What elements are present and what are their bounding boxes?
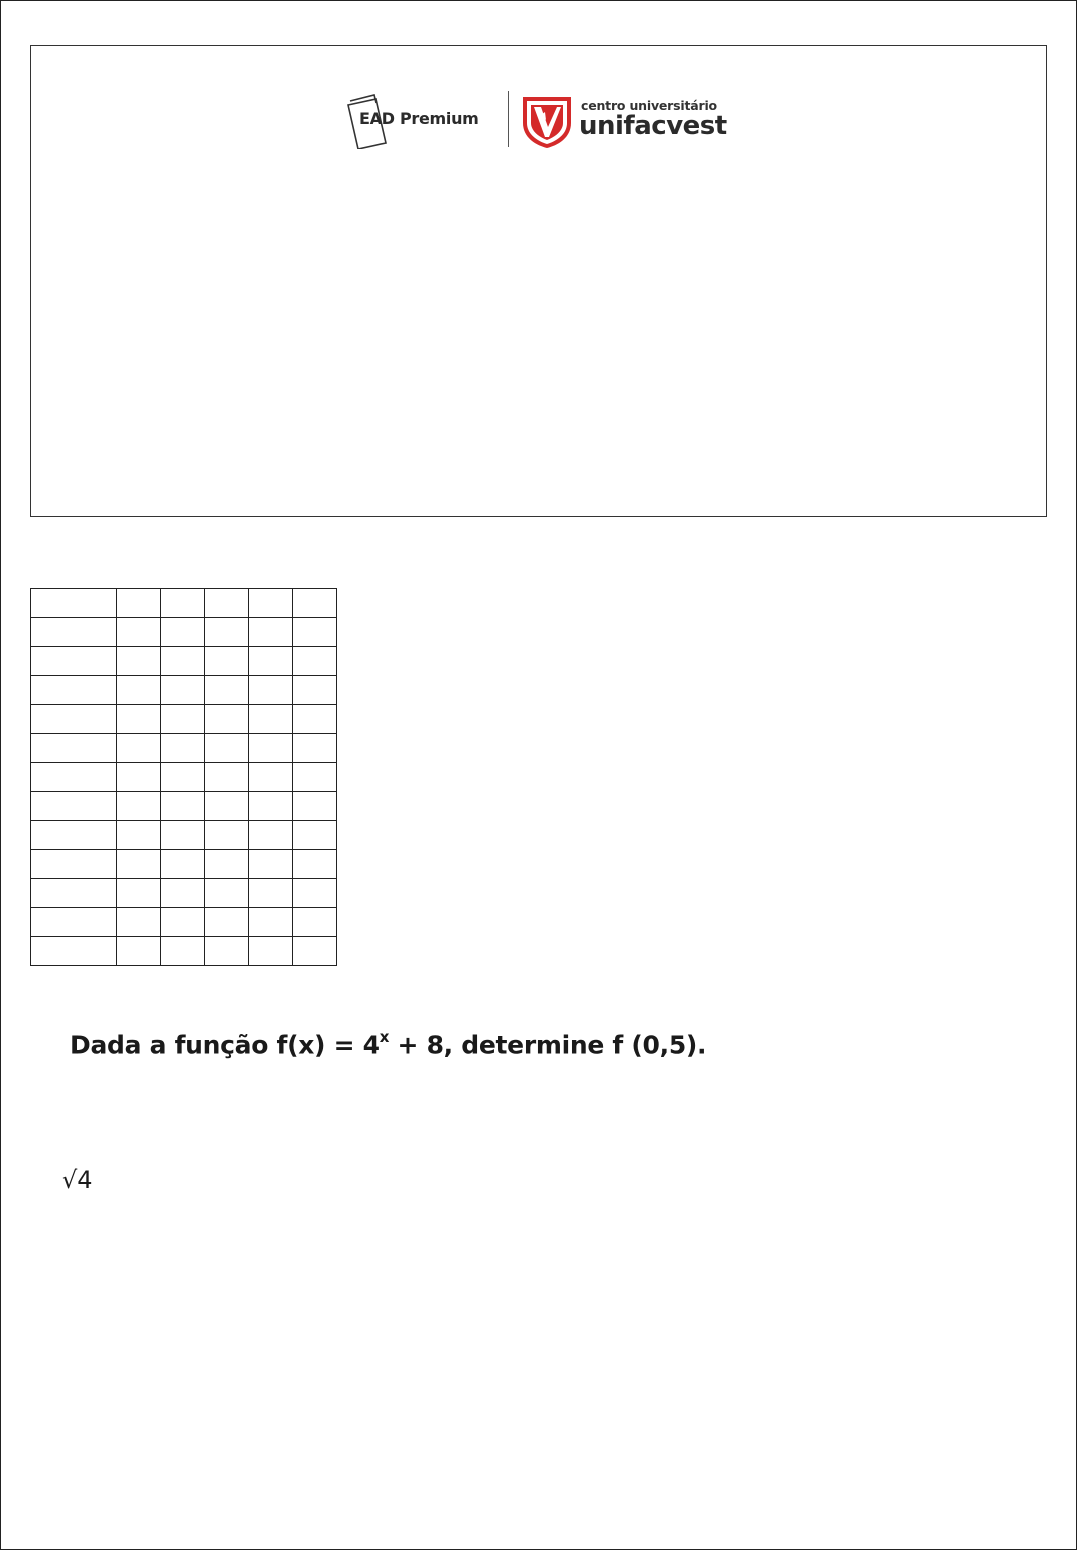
grid-cell [293, 647, 337, 676]
grid-cell [161, 821, 205, 850]
grid-row [31, 937, 337, 966]
grid-cell [117, 647, 161, 676]
grid-cell [161, 705, 205, 734]
grid-cell [31, 937, 117, 966]
question-suffix: + 8, determine f (0,5). [389, 1030, 707, 1060]
grid-cell [31, 763, 117, 792]
grid-row [31, 879, 337, 908]
grid-cell [293, 792, 337, 821]
grid-cell [117, 589, 161, 618]
grid-cell [249, 676, 293, 705]
grid-cell [117, 734, 161, 763]
grid-cell [117, 618, 161, 647]
grid-cell [161, 792, 205, 821]
grid-cell [293, 908, 337, 937]
grid-cell [117, 937, 161, 966]
grid-cell [249, 705, 293, 734]
grid-row [31, 792, 337, 821]
grid-cell [249, 792, 293, 821]
grid-cell [205, 908, 249, 937]
answer-text: √4 [62, 1166, 93, 1194]
grid-cell [249, 618, 293, 647]
grid-cell [117, 908, 161, 937]
grid-cell [249, 908, 293, 937]
university-name-text: unifacvest [579, 111, 727, 141]
grid-cell [249, 879, 293, 908]
grid-cell [161, 908, 205, 937]
grid-cell [205, 734, 249, 763]
grid-cell [117, 821, 161, 850]
grid-cell [117, 676, 161, 705]
grid-row [31, 763, 337, 792]
grid-cell [249, 821, 293, 850]
university-small-text: centro universitário [581, 98, 717, 113]
grid-cell [249, 850, 293, 879]
grid-row [31, 821, 337, 850]
grid-cell [31, 705, 117, 734]
grid-cell [161, 647, 205, 676]
grid-cell [117, 763, 161, 792]
grid-cell [205, 647, 249, 676]
grid-cell [31, 879, 117, 908]
grid-cell [205, 792, 249, 821]
grid-cell [161, 734, 205, 763]
grid-cell [31, 589, 117, 618]
logo-divider [508, 91, 509, 147]
grid-cell [205, 821, 249, 850]
grid-cell [205, 850, 249, 879]
grid-cell [205, 676, 249, 705]
grid-cell [161, 589, 205, 618]
grid-cell [161, 618, 205, 647]
blank-grid-table [30, 588, 337, 966]
grid-cell [293, 763, 337, 792]
grid-cell [117, 850, 161, 879]
grid-cell [161, 879, 205, 908]
grid-cell [161, 850, 205, 879]
grid-cell [117, 705, 161, 734]
grid-cell [249, 937, 293, 966]
grid-row [31, 647, 337, 676]
grid-cell [249, 763, 293, 792]
grid-cell [117, 792, 161, 821]
grid-cell [293, 850, 337, 879]
grid-cell [31, 821, 117, 850]
grid-cell [31, 792, 117, 821]
grid-cell [293, 618, 337, 647]
grid-cell [293, 705, 337, 734]
grid-cell [249, 589, 293, 618]
grid-cell [249, 647, 293, 676]
grid-row [31, 734, 337, 763]
grid-cell [293, 589, 337, 618]
grid-cell [249, 734, 293, 763]
grid-cell [205, 618, 249, 647]
ead-premium-logo [346, 93, 479, 149]
grid-cell [293, 937, 337, 966]
grid-cell [161, 676, 205, 705]
question-text [70, 1030, 706, 1059]
grid-cell [293, 734, 337, 763]
question-exponent: x [379, 1028, 390, 1046]
unifacvest-shield-icon [521, 93, 573, 149]
logo-group [346, 91, 727, 151]
header-box [30, 45, 1047, 517]
grid-cell [293, 879, 337, 908]
grid-cell [31, 618, 117, 647]
grid-cell [31, 850, 117, 879]
grid-cell [31, 647, 117, 676]
grid-row [31, 850, 337, 879]
grid-cell [205, 763, 249, 792]
grid-cell [293, 676, 337, 705]
question-prefix: Dada a função f(x) = 4 [70, 1030, 380, 1060]
grid-cell [161, 763, 205, 792]
grid-cell [205, 937, 249, 966]
grid-row [31, 589, 337, 618]
grid-cell [205, 879, 249, 908]
grid-cell [161, 937, 205, 966]
grid-cell [205, 589, 249, 618]
grid-cell [293, 821, 337, 850]
grid-cell [205, 705, 249, 734]
grid-cell [117, 879, 161, 908]
grid-cell [31, 676, 117, 705]
grid-row [31, 676, 337, 705]
grid-cell [31, 908, 117, 937]
grid-cell [31, 734, 117, 763]
grid-row [31, 908, 337, 937]
grid-row [31, 705, 337, 734]
grid-row [31, 618, 337, 647]
ead-logo-text: EAD Premium [359, 109, 479, 128]
